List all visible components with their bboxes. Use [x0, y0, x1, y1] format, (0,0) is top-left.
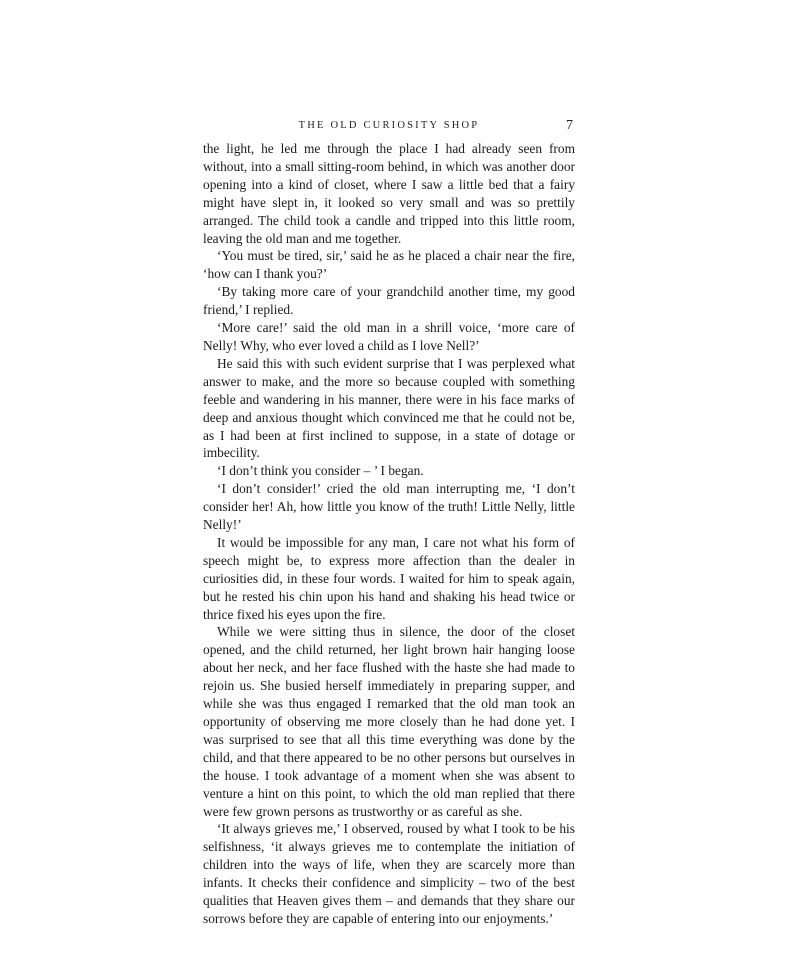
running-head: [203, 118, 575, 140]
paragraph: While we were sitting thus in silence, the door of the closet opened, and the child returned, her light brown hair hanging loose about her neck, and her face flushed with the haste she had made to rejoin us. She busied herself immediately in preparing supper, and while she was thus engaged I remarked that the old man took an opportunity of observing me more closely than he had done yet. I was surprised to see that all this time everything was done by the child, and that there appeared to be no other persons but ourselves in the house. I took advantage of a moment when she was absent to venture a hint on this point, to which the old man replied that there were few grown persons as trustworthy or as careful as she.: [203, 624, 575, 819]
body-text: [203, 140, 575, 928]
paragraph: ‘I don’t think you consider – ’ I began.: [217, 463, 424, 479]
paragraph: ‘I don’t consider!’ cried the old man interrupting me, ‘I don’t consider her! Ah, how little you know of the truth! Little Nelly, little Nelly!’: [203, 481, 575, 533]
running-title: THE OLD CURIOSITY SHOP: [298, 120, 480, 131]
paragraph: ‘You must be tired, sir,’ said he as he placed a chair near the fire, ‘how can I thank you?’: [203, 248, 575, 282]
page-number: 7: [566, 118, 573, 133]
paragraph: ‘It always grieves me,’ I observed, roused by what I took to be his selfishness, ‘it always grieves me to contemplate the initiation of children into the ways of life, when they are scarcely more than infants. It checks their confidence and simplicity – two of the best qualities that Heaven gives them – and demands that they share our sorrows before they are capable of entering into our enjoyments.’: [203, 821, 575, 926]
paragraph: ‘More care!’ said the old man in a shrill voice, ‘more care of Nelly! Why, who ever loved a child as I love Nell?’: [203, 320, 575, 353]
paragraph: He said this with such evident surprise that I was perplexed what answer to make, and the more so because coupled with something feeble and wandering in his manner, there were in his face marks of deep and anxious thought which convinced me that he could not be, as I had been at first inclined to suppose, in a state of dotage or imbecility.: [203, 355, 575, 461]
paragraph: ‘By taking more care of your grandchild another time, my good friend,’ I replied.: [203, 284, 575, 318]
paragraph: It would be impossible for any man, I care not what his form of speech might be, to express more affection than the dealer in curiosities did, in these four words. I waited for him to speak again, but he rested his chin upon his hand and shaking his head twice or thrice fixed his eyes upon the fire.: [203, 534, 575, 622]
book-page: [203, 118, 575, 928]
paragraph-continued: the light, he led me through the place I had already seen from without, into a small sitting-room behind, in which was another door opening into a kind of closet, where I saw a little bed that a fairy might have slept in, it looked so very small and was so prettily arranged. The child took a candle and tripped into this little room, leaving the old man and me together.: [203, 141, 575, 246]
